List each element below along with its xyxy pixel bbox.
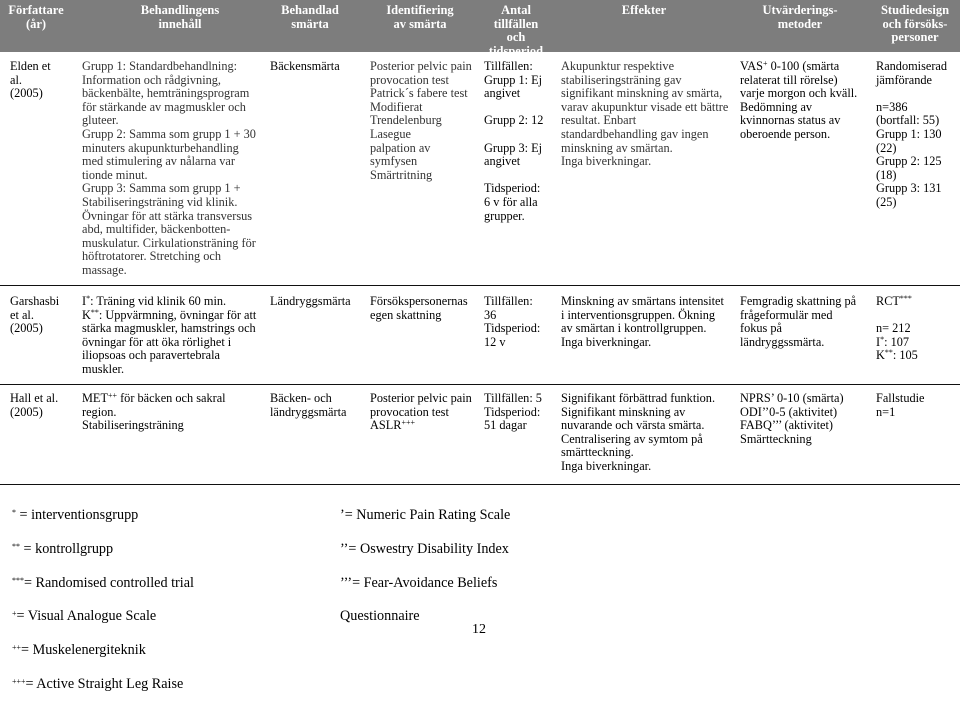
legend-abbreviations-left (12, 490, 332, 710)
header-design: Studiedesign och försöks- personer (880, 3, 950, 44)
cell-treatment (82, 295, 266, 377)
cell-evaluation: Femgradig skattning på frågeformulär med fokus på ländryggssmärta. (740, 294, 857, 349)
legend-item (12, 575, 332, 592)
cell-evaluation (740, 60, 868, 142)
cell-sessions: Tillfällen: 36 Tidsperiod: 12 v (484, 294, 541, 349)
cell-text: : 105 (892, 348, 918, 363)
cell-text: I (876, 334, 881, 349)
superscript: + (763, 59, 768, 68)
cell-text: region. Stabiliseringsträning (82, 404, 184, 433)
cell-text: för bäcken och sakral (117, 391, 226, 405)
cell-text: 0-100 (smärta (767, 59, 840, 73)
cell-identification: Försökspersonernas egen skattning (370, 294, 468, 322)
legend-text: = Visual Analogue Scale (16, 608, 157, 625)
cell-text: : 107 (884, 334, 910, 349)
legend-item (12, 676, 332, 693)
legend-text: = Randomised controlled trial (24, 574, 194, 591)
superscript: + (12, 609, 17, 619)
cell-design: Randomiserad jämförande n=386 (bortfall: 55) Grupp 1: 130 (22) Grupp 2: 125 (18) Grupp 3: 131 (25) (876, 59, 948, 209)
legend-text: = kontrollgrupp (20, 540, 114, 557)
cell-treatment: Grupp 1: Standardbehandlning: Information och rådgivning, bäckenbälte, hemträningsprogram för stärkande av magmuskler och gluteer. Grupp 2: Samma som grupp 1 + 30 minuters akupunkturbehandling med stimulering av nålarna var tionde minut. Grupp 3: Samma som grupp 1 + Stabiliseringsträning vid klinik. Övningar för att stärka transversus abd, multifider, bäckenbotten- muskulatur. Cirkulationsträning för höftrotatorer. Stretching och massage. (82, 59, 256, 277)
table-bottom-rule (0, 484, 960, 485)
cell-design: Fallstudie n=1 (876, 391, 925, 419)
cell-effects: Akupunktur respektive stabiliseringsträning gav signifikant minskning av smärta, varav akupunktur visade ett bättre resultat. Enbart standardbehandling gav ingen minskning av smärtan. Inga biverkningar. (561, 59, 729, 169)
table-header-row (0, 0, 960, 58)
cell-sessions: Tillfällen: 5 Tidsperiod: 51 dagar (484, 391, 542, 433)
legend-text: = Muskelenergiteknik (21, 642, 146, 659)
legend-item (12, 541, 332, 558)
header-identification: Identifiering av smärta (386, 3, 454, 31)
superscript: +++ (401, 418, 415, 428)
superscript: *** (899, 294, 912, 303)
cell-text: ASLR (370, 418, 402, 433)
cell-identification (370, 392, 478, 433)
row-divider (0, 285, 960, 286)
cell-text: RCT (876, 294, 900, 308)
row-divider (0, 384, 960, 385)
cell-author: Garshasbi et al. (2005) (10, 294, 60, 336)
cell-treatment (82, 392, 266, 433)
cell-design (876, 295, 958, 363)
cell-author: Hall et al. (2005) (10, 391, 59, 419)
cell-text: stärka magmuskler, hamstrings och övningar för att öka rörlighet i iliopsoas och paravertebrala muskler. (82, 321, 256, 376)
legend-item (12, 642, 332, 659)
cell-text: relaterat till rörelse) varje morgon och kväll. Bedömning av kvinnornas status av oberoende person. (740, 72, 858, 141)
cell-identification: Posterior pelvic pain provocation test Patrick´s fabere test Modifierat Trendelenburg Lasegue palpation av symfysen Smärtritning (370, 59, 472, 182)
superscript: ++ (12, 643, 22, 653)
superscript: +++ (12, 676, 26, 686)
legend-text: = Active Straight Leg Raise (25, 675, 184, 692)
cell-text: I (82, 294, 87, 308)
legend-item (12, 507, 332, 524)
superscript: ** (12, 541, 20, 551)
cell-text: K (876, 348, 885, 363)
superscript: *** (12, 575, 24, 585)
superscript: ++ (107, 391, 117, 400)
page-number: 12 (472, 622, 486, 637)
cell-text: MET (82, 391, 108, 405)
cell-text: provocation test (370, 404, 449, 419)
header-evaluation: Utvärderings- metoder (762, 3, 838, 31)
legend-text: = interventionsgrupp (16, 506, 139, 523)
cell-evaluation: NPRS’ 0-10 (smärta) ODI’’0-5 (aktivitet) FABQ’’’ (aktivitet) Smärtteckning (740, 391, 844, 446)
legend-item (12, 608, 332, 625)
legend-item: ’= Numeric Pain Rating Scale (340, 506, 511, 523)
superscript: ** (90, 307, 99, 317)
legend-item: Questionnaire (340, 608, 420, 625)
superscript: * (12, 507, 16, 517)
cell-text: : Träning vid klinik 60 min. (90, 294, 227, 308)
cell-effects: Signifikant förbättrad funktion. Signifikant minskning av nuvarande och värsta smärta. Centralisering av symtom på smärtteckning. Inga biverkningar. (561, 391, 716, 473)
cell-text: : Uppvärmning, övningar för att (98, 307, 257, 322)
superscript: ** (884, 348, 893, 358)
header-author: Författare (år) (8, 3, 64, 31)
cell-effects: Minskning av smärtans intensitet i interventionsgruppen. Ökning av smärtan i kontrollgruppen. Inga biverkningar. (561, 294, 724, 349)
superscript: * (880, 334, 885, 344)
legend-item: ’’= Oswestry Disability Index (340, 540, 509, 557)
cell-text: K (82, 307, 91, 322)
header-treatment: Behandlingens innehåll (140, 3, 220, 31)
header-effects: Effekter (621, 3, 667, 17)
cell-pain: Bäckensmärta (270, 59, 340, 73)
cell-text: Posterior pelvic pain (370, 391, 472, 405)
cell-author: Elden et al. (2005) (10, 59, 51, 101)
cell-text: n= 212 (876, 321, 911, 336)
header-sessions: Antal tillfällen och tidsperiod (488, 3, 544, 58)
cell-pain: Bäcken- och ländryggsmärta (270, 391, 347, 419)
cell-pain: Ländryggsmärta (270, 294, 351, 308)
legend-abbreviations-right (340, 490, 580, 642)
header-pain: Behandlad smärta (281, 3, 339, 31)
legend-item: ’’’= Fear-Avoidance Beliefs (340, 574, 498, 591)
cell-sessions: Tillfällen: Grupp 1: Ej angivet Grupp 2: 12 Grupp 3: Ej angivet Tidsperiod: 6 v för alla grupper. (484, 59, 544, 223)
cell-text: VAS (740, 59, 764, 73)
superscript: * (86, 294, 91, 303)
